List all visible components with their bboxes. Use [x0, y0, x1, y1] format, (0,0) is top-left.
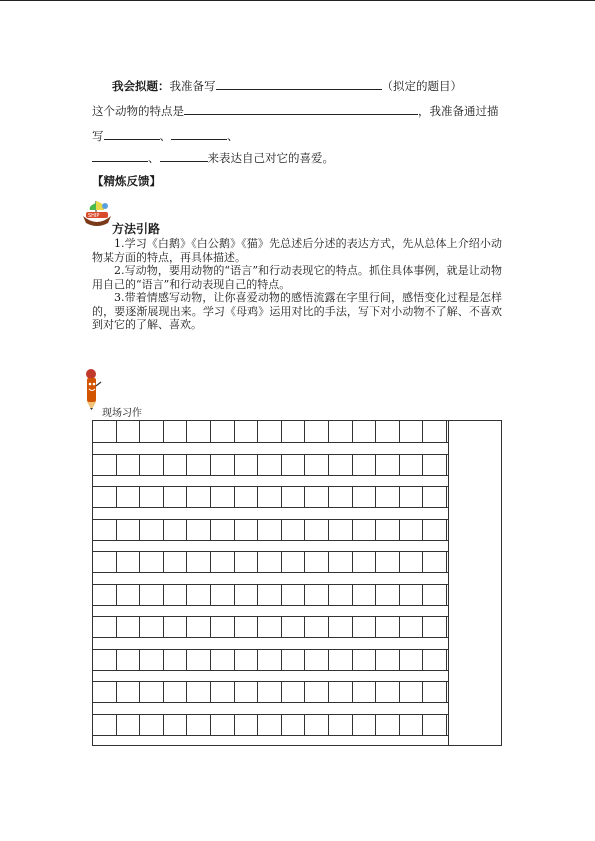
grid-cell[interactable] [353, 454, 377, 475]
grid-cell[interactable] [93, 454, 117, 475]
grid-cell[interactable] [140, 616, 164, 637]
grid-cell[interactable] [423, 714, 447, 735]
grid-row-top-line [93, 454, 448, 455]
grid-row-bottom-line [93, 475, 448, 476]
grid-cell[interactable] [235, 486, 259, 507]
grid-row [93, 584, 448, 605]
svg-text:SHIP: SHIP [88, 213, 100, 219]
grid-row-bottom-line [93, 702, 448, 703]
grid-cell[interactable] [258, 519, 282, 540]
feature-prefix: 这个动物的特点是 [92, 104, 184, 118]
grid-row [93, 454, 448, 475]
grid-cell[interactable] [187, 616, 211, 637]
grid-cell[interactable] [305, 649, 329, 670]
grid-cell[interactable] [187, 584, 211, 605]
grid-cell[interactable] [423, 584, 447, 605]
grid-cell[interactable] [329, 551, 353, 572]
grid-cell[interactable] [376, 551, 400, 572]
grid-cell[interactable] [258, 486, 282, 507]
grid-row [93, 486, 448, 507]
grid-cell[interactable] [164, 616, 188, 637]
grid-cell[interactable] [140, 681, 164, 702]
grid-cell[interactable] [353, 616, 377, 637]
grid-cell[interactable] [423, 616, 447, 637]
grid-cell[interactable] [235, 714, 259, 735]
cartoon-pencil-icon [80, 368, 104, 412]
grid-row-bottom-line [93, 572, 448, 573]
grid-cell[interactable] [400, 681, 424, 702]
grid-row-top-line [93, 616, 448, 617]
grid-row-bottom-line [93, 442, 448, 443]
grid-cell[interactable] [140, 486, 164, 507]
grid-cell[interactable] [164, 714, 188, 735]
grid-cell[interactable] [93, 681, 117, 702]
grid-cell[interactable] [140, 714, 164, 735]
grid-row-top-line [93, 551, 448, 552]
grid-cell[interactable] [400, 519, 424, 540]
grid-cell[interactable] [258, 714, 282, 735]
grid-cell[interactable] [376, 454, 400, 475]
grid-cell[interactable] [211, 486, 235, 507]
grid-cell[interactable] [400, 486, 424, 507]
grid-side-column [448, 421, 449, 745]
grid-cell[interactable] [117, 584, 141, 605]
method-title: 方法引路 [112, 222, 161, 236]
grid-cell[interactable] [235, 519, 259, 540]
grid-cell[interactable] [187, 486, 211, 507]
grid-cell[interactable] [164, 486, 188, 507]
grid-cell[interactable] [140, 649, 164, 670]
grid-cell[interactable] [187, 454, 211, 475]
grid-row [93, 616, 448, 637]
grid-cell[interactable] [187, 519, 211, 540]
grid-cell[interactable] [235, 584, 259, 605]
grid-cell[interactable] [423, 519, 447, 540]
grid-cell[interactable] [353, 584, 377, 605]
grid-cell[interactable] [117, 714, 141, 735]
section-title: 【精炼反馈】 [92, 174, 161, 188]
proposal-label: 我会拟题： [112, 79, 170, 93]
grid-cell[interactable] [305, 519, 329, 540]
grid-cell[interactable] [140, 584, 164, 605]
grid-cell[interactable] [400, 421, 424, 442]
grid-cell[interactable] [376, 714, 400, 735]
feature-line [92, 103, 499, 118]
write-sep-2: 、 [227, 129, 239, 143]
grid-cell[interactable] [400, 616, 424, 637]
grid-cell[interactable] [329, 681, 353, 702]
grid-cell[interactable] [187, 714, 211, 735]
page-top-rule [0, 0, 595, 1]
grid-cell[interactable] [235, 421, 259, 442]
grid-cell[interactable] [282, 519, 306, 540]
grid-cell[interactable] [329, 714, 353, 735]
grid-row [93, 421, 448, 442]
grid-cell[interactable] [329, 454, 353, 475]
grid-cell[interactable] [211, 616, 235, 637]
grid-cell[interactable] [93, 616, 117, 637]
grid-cell[interactable] [376, 681, 400, 702]
grid-cell[interactable] [282, 421, 306, 442]
grid-cell[interactable] [258, 649, 282, 670]
grid-cell[interactable] [211, 714, 235, 735]
grid-cell[interactable] [376, 486, 400, 507]
proposal-prefix: 我准备写 [169, 79, 216, 93]
grid-cell[interactable] [376, 519, 400, 540]
grid-row [93, 714, 448, 735]
grid-cell[interactable] [235, 616, 259, 637]
grid-cell[interactable] [353, 649, 377, 670]
grid-row [93, 649, 448, 670]
grid-cell[interactable] [329, 584, 353, 605]
grid-cell[interactable] [282, 454, 306, 475]
title-blank[interactable] [216, 78, 382, 90]
grid-cell[interactable] [93, 551, 117, 572]
grid-cell[interactable] [258, 616, 282, 637]
grid-cell[interactable] [164, 551, 188, 572]
grid-cell[interactable] [305, 714, 329, 735]
grid-row-top-line [93, 681, 448, 682]
grid-cell[interactable] [400, 454, 424, 475]
grid-cell[interactable] [423, 486, 447, 507]
grid-cell[interactable] [305, 616, 329, 637]
grid-cell[interactable] [211, 551, 235, 572]
grid-cell[interactable] [140, 519, 164, 540]
grid-cell[interactable] [164, 519, 188, 540]
grid-cell[interactable] [140, 454, 164, 475]
feature-suffix: ，我准备通过描 [418, 104, 499, 118]
method-item-1: 1.学习《白鹅》《白公鹅》《猫》先总述后分述的表达方式，先从总体上介绍小动物某方面的特点，再具体描述。 [92, 237, 502, 264]
express-blank-1[interactable] [92, 150, 148, 162]
write-prefix: 写 [92, 129, 104, 143]
grid-cell[interactable] [140, 551, 164, 572]
proposal-suffix: （拟定的题目） [381, 79, 462, 93]
grid-cell[interactable] [235, 551, 259, 572]
grid-cell[interactable] [235, 454, 259, 475]
grid-cell[interactable] [282, 649, 306, 670]
grid-cell[interactable] [258, 454, 282, 475]
grid-row-top-line [93, 649, 448, 650]
grid-cell[interactable] [400, 649, 424, 670]
grid-cell[interactable] [353, 551, 377, 572]
grid-cell[interactable] [117, 486, 141, 507]
grid-cell[interactable] [353, 714, 377, 735]
grid-cell[interactable] [93, 649, 117, 670]
grid-cell[interactable] [93, 714, 117, 735]
grid-cell[interactable] [164, 454, 188, 475]
writing-grid[interactable] [92, 420, 502, 746]
grid-cell[interactable] [117, 551, 141, 572]
grid-cell[interactable] [282, 486, 306, 507]
grid-cell[interactable] [117, 616, 141, 637]
grid-cell[interactable] [258, 421, 282, 442]
method-list [92, 237, 502, 332]
grid-cell[interactable] [329, 486, 353, 507]
grid-row [93, 551, 448, 572]
grid-cell[interactable] [93, 519, 117, 540]
grid-cell[interactable] [258, 681, 282, 702]
cartoon-ship-icon [80, 198, 114, 228]
grid-cell[interactable] [258, 584, 282, 605]
feature-blank[interactable] [184, 103, 418, 115]
grid-cell[interactable] [329, 649, 353, 670]
grid-cell[interactable] [329, 519, 353, 540]
grid-cell[interactable] [164, 584, 188, 605]
express-line [92, 150, 334, 165]
grid-cell[interactable] [400, 714, 424, 735]
grid-row-top-line [93, 519, 448, 520]
grid-cell[interactable] [235, 681, 259, 702]
grid-cell[interactable] [211, 454, 235, 475]
grid-cell[interactable] [164, 421, 188, 442]
grid-cell[interactable] [164, 649, 188, 670]
grid-cell[interactable] [305, 421, 329, 442]
grid-cell[interactable] [211, 649, 235, 670]
grid-cell[interactable] [258, 551, 282, 572]
grid-cell[interactable] [93, 421, 117, 442]
grid-cell[interactable] [282, 551, 306, 572]
grid-cell[interactable] [353, 486, 377, 507]
grid-cell[interactable] [282, 584, 306, 605]
practice-label: 现场习作 [102, 408, 142, 419]
write-line [92, 128, 239, 143]
grid-cell[interactable] [400, 551, 424, 572]
grid-cell[interactable] [423, 551, 447, 572]
grid-cell[interactable] [164, 681, 188, 702]
method-item-3: 3.带着情感写动物，让你喜爱动物的感悟流露在字里行间，感悟变化过程是怎样的，要逐渐展现出来。学习《母鸡》运用对比的手法，写下对小动物不了解、不喜欢到对它的了解、喜欢。 [92, 291, 502, 331]
grid-cell[interactable] [117, 454, 141, 475]
write-blank-1[interactable] [104, 128, 160, 140]
grid-cell[interactable] [353, 519, 377, 540]
grid-cell[interactable] [93, 584, 117, 605]
grid-cell[interactable] [305, 681, 329, 702]
grid-cell[interactable] [117, 421, 141, 442]
grid-cell[interactable] [235, 649, 259, 670]
grid-cell[interactable] [423, 454, 447, 475]
grid-row [93, 519, 448, 540]
grid-row [93, 681, 448, 702]
grid-row-top-line [93, 584, 448, 585]
grid-cell[interactable] [117, 681, 141, 702]
grid-row-bottom-line [93, 637, 448, 638]
write-sep-1: 、 [159, 129, 171, 143]
grid-cell[interactable] [187, 551, 211, 572]
grid-cell[interactable] [211, 519, 235, 540]
grid-cell[interactable] [117, 519, 141, 540]
grid-cell[interactable] [93, 486, 117, 507]
grid-row-top-line [93, 486, 448, 487]
grid-cell[interactable] [353, 421, 377, 442]
write-blank-2[interactable] [171, 128, 227, 140]
grid-cell[interactable] [187, 421, 211, 442]
express-blank-2[interactable] [160, 150, 208, 162]
grid-row-bottom-line [93, 605, 448, 606]
grid-cell[interactable] [305, 454, 329, 475]
grid-cell[interactable] [353, 681, 377, 702]
grid-cell[interactable] [305, 584, 329, 605]
grid-cell[interactable] [400, 584, 424, 605]
grid-row-bottom-line [93, 670, 448, 671]
grid-cell[interactable] [423, 681, 447, 702]
grid-cell[interactable] [376, 421, 400, 442]
grid-cell[interactable] [211, 421, 235, 442]
method-item-2: 2.写动物，要用动物的“语言”和行动表现它的特点。抓住具体事例，就是让动物用自己的“语言”和行动表现自己的特点。 [92, 264, 502, 291]
grid-cell[interactable] [329, 421, 353, 442]
grid-cell[interactable] [117, 649, 141, 670]
grid-cell[interactable] [211, 584, 235, 605]
grid-cell[interactable] [305, 551, 329, 572]
grid-cell[interactable] [376, 649, 400, 670]
grid-row-bottom-line [93, 507, 448, 508]
proposal-line [112, 78, 462, 93]
grid-cell[interactable] [329, 616, 353, 637]
grid-cell[interactable] [211, 681, 235, 702]
grid-cell[interactable] [423, 421, 447, 442]
grid-cell[interactable] [187, 681, 211, 702]
grid-cell[interactable] [187, 649, 211, 670]
grid-cell[interactable] [282, 681, 306, 702]
grid-row-top-line [93, 714, 448, 715]
grid-cell[interactable] [376, 584, 400, 605]
grid-cell[interactable] [140, 421, 164, 442]
grid-row-bottom-line [93, 735, 448, 736]
grid-cell[interactable] [305, 486, 329, 507]
grid-cell[interactable] [376, 616, 400, 637]
grid-cell[interactable] [423, 649, 447, 670]
grid-cell[interactable] [282, 616, 306, 637]
grid-row-bottom-line [93, 540, 448, 541]
express-suffix: 来表达自己对它的喜爱。 [207, 151, 334, 165]
grid-cell[interactable] [282, 714, 306, 735]
express-sep: 、 [148, 151, 160, 165]
